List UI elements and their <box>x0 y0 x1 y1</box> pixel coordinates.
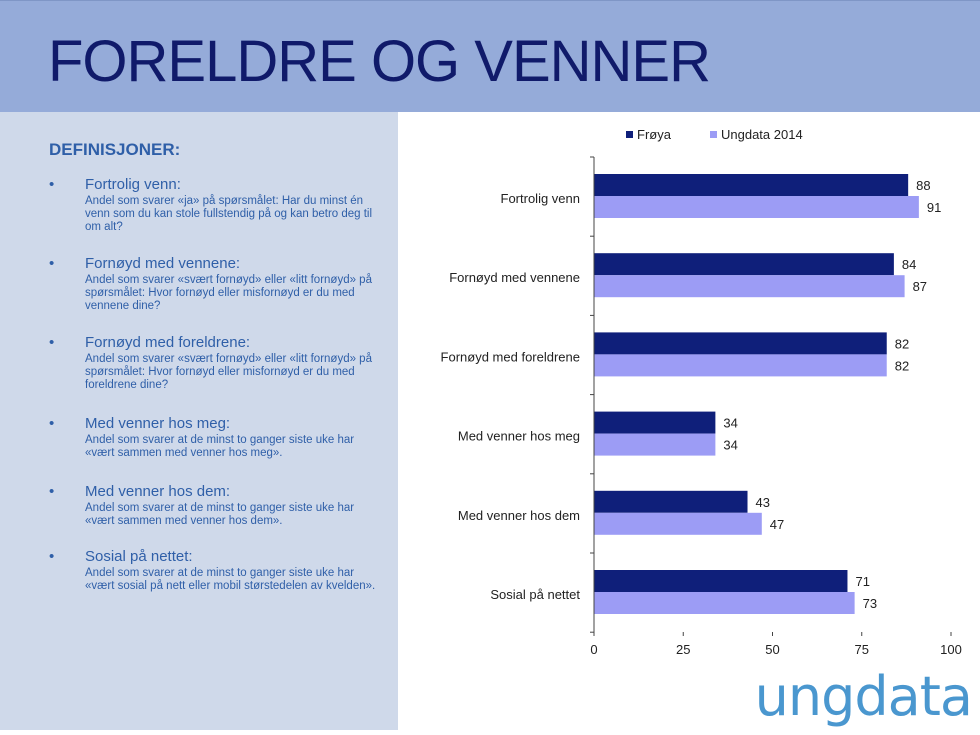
definitions-heading: DEFINISJONER: <box>49 140 181 159</box>
x-tick-label: 100 <box>940 642 962 657</box>
definition-text: Andel som svarer «ja» på spørsmålet: Har du minst én venn som du kan stole fullstendig på og kan betro deg til om alt? <box>85 195 373 233</box>
definition-text: Andel som svarer «svært fornøyd» eller «litt fornøyd» på spørsmålet: Hvor fornøyd eller misfornøyd er du med foreldrene dine? <box>85 353 372 391</box>
bullet-icon: • <box>49 548 55 565</box>
bar-value-label: 91 <box>926 200 942 215</box>
bullet-icon: • <box>49 483 55 500</box>
x-tick-label: 75 <box>854 642 869 657</box>
bar <box>594 570 847 592</box>
header-bar <box>0 0 980 112</box>
bar <box>594 332 887 354</box>
definition-text: Andel som svarer at de minst to ganger siste uke har «vært sosial på nett eller mobil størstedelen av kvelden». <box>85 567 376 592</box>
category-label: Fornøyd med vennene <box>449 270 580 286</box>
bar <box>594 491 748 513</box>
bar <box>594 513 762 535</box>
definition-term: Fortrolig venn: <box>85 176 181 193</box>
bar <box>594 592 855 614</box>
bar <box>594 412 715 434</box>
definition-text: Andel som svarer at de minst to ganger siste uke har «vært sammen med venner hos dem». <box>85 502 355 527</box>
bar <box>594 434 715 456</box>
bar-value-label: 34 <box>723 437 738 453</box>
bar <box>594 275 905 297</box>
bar-value-label: 82 <box>894 336 910 352</box>
chart-panel <box>398 112 980 730</box>
bullet-icon: • <box>49 334 55 351</box>
bar <box>594 253 894 275</box>
x-tick-label: 0 <box>590 642 598 657</box>
definition-term: Med venner hos dem: <box>85 483 231 500</box>
legend-swatch <box>626 131 633 138</box>
definition-term: Fornøyd med vennene: <box>85 255 241 272</box>
category-label: Fortrolig venn <box>500 191 580 206</box>
page-title: FORELDRE OG VENNER <box>48 29 710 94</box>
category-label: Sosial på nettet <box>490 587 580 602</box>
category-label: Med venner hos dem <box>457 507 580 523</box>
bar-value-label: 43 <box>755 494 770 510</box>
bullet-icon: • <box>49 255 55 272</box>
definition-text: Andel som svarer at de minst to ganger siste uke har «vært sammen med venner hos meg». <box>85 434 355 459</box>
definition-term: Med venner hos meg: <box>85 415 231 432</box>
definition-text: Andel som svarer «svært fornøyd» eller «litt fornøyd» på spørsmålet: Hvor fornøyd eller misfornøyd er du med vennene dine? <box>85 274 372 312</box>
bullet-icon: • <box>49 176 55 193</box>
x-tick-label: 50 <box>765 642 780 657</box>
definition-term: Fornøyd med foreldrene: <box>85 334 251 351</box>
bar-value-label: 87 <box>912 279 928 295</box>
category-label: Med venner hos meg <box>457 428 580 444</box>
bar-chart <box>398 112 980 730</box>
bullet-icon: • <box>49 415 55 432</box>
bar-value-label: 73 <box>862 596 878 611</box>
bar-value-label: 47 <box>769 516 785 532</box>
x-tick-label: 25 <box>676 642 691 657</box>
legend-label: Frøya <box>637 127 671 142</box>
legend-swatch <box>710 131 717 138</box>
bar-value-label: 34 <box>723 415 738 431</box>
definition-term: Sosial på nettet: <box>85 548 193 565</box>
bar <box>594 174 908 196</box>
category-label: Fornøyd med foreldrene <box>440 349 580 365</box>
bar-value-label: 84 <box>901 257 917 273</box>
ungdata-logo: ungdata <box>754 665 972 728</box>
bar-value-label: 88 <box>916 178 931 193</box>
bar-value-label: 82 <box>894 358 910 374</box>
bar <box>594 354 887 376</box>
legend-label: Ungdata 2014 <box>721 127 803 142</box>
bar <box>594 196 919 218</box>
bar-value-label: 71 <box>855 574 870 589</box>
